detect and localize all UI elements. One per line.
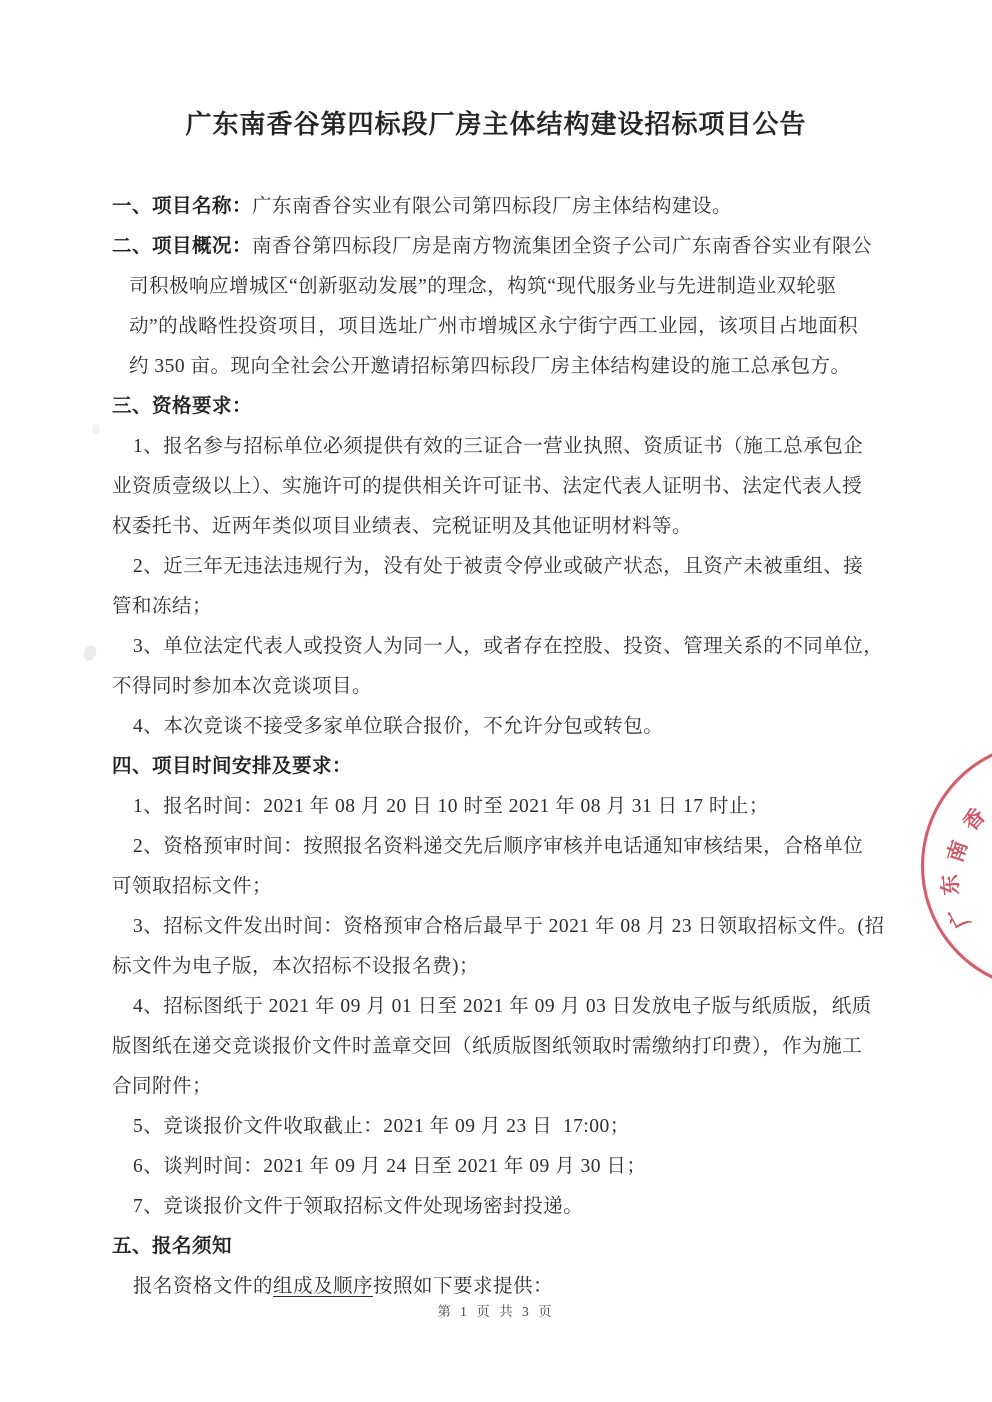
scan-smudge (82, 643, 99, 662)
bold-text-segment: 二、项目概况： (112, 236, 253, 257)
text-line (112, 987, 887, 1027)
text-segment: 4、招标图纸于 2021 年 09 月 01 日至 2021 年 09 月 03 日发放电子版与纸质版，纸质 (133, 996, 872, 1017)
text-segment: 1、报名时间：2021 年 08 月 20 日 10 时至 2021 年 08 月 31 日 17 时止； (133, 796, 769, 817)
text-line (112, 707, 887, 747)
text-line (112, 587, 887, 627)
document-title: 广东南香谷第四标段厂房主体结构建设招标项目公告 (185, 110, 807, 139)
text-segment: 按照如下要求提供： (373, 1276, 554, 1297)
text-line (112, 827, 887, 867)
text-line (112, 867, 887, 907)
text-segment: 司积极响应增城区“创新驱动发展”的理念，构筑“现代服务业与先进制造业双轮驱 (129, 276, 837, 297)
text-segment: 管和冻结； (112, 596, 213, 617)
text-segment: 权委托书、近两年类似项目业绩表、完税证明及其他证明材料等。 (112, 516, 693, 537)
seal-character: 东 (937, 873, 964, 897)
text-line (112, 507, 887, 547)
seal-character: 南 (942, 837, 973, 866)
text-line (112, 627, 887, 667)
text-segment: 3、招标文件发出时间：资格预审合格后最早于 2021 年 08 月 23 日领取招标文件。(招 (133, 916, 885, 937)
text-segment: 5、竞谈报价文件收取截止：2021 年 09 月 23 日 17:00； (133, 1116, 630, 1137)
text-line (112, 187, 887, 227)
text-segment: 3、单位法定代表人或投资人为同一人，或者存在控股、投资、管理关系的不同单位， (133, 636, 884, 657)
bold-text-segment: 四、项目时间安排及要求： (112, 756, 353, 777)
text-line (112, 427, 887, 467)
text-line (112, 667, 887, 707)
underlined-text-segment: 组成及顺序 (273, 1276, 374, 1297)
text-line (112, 387, 887, 427)
text-segment: 不得同时参加本次竞谈项目。 (112, 676, 373, 697)
text-segment: 版图纸在递交竞谈报价文件时盖章交回（纸质版图纸领取时需缴纳打印费），作为施工 (112, 1036, 863, 1057)
text-segment: 标文件为电子版，本次招标不设报名费)； (112, 956, 479, 977)
text-segment: 动”的战略性投资项目，项目选址广州市增城区永宁街宁西工业园，该项目占地面积 (129, 316, 859, 337)
text-line (112, 787, 887, 827)
text-line (112, 467, 887, 507)
text-line (112, 947, 887, 987)
text-line (112, 747, 887, 787)
text-segment: 广东南香谷实业有限公司第四标段厂房主体结构建设。 (252, 196, 733, 217)
text-line (112, 1147, 887, 1187)
text-line (112, 267, 887, 307)
bold-text-segment: 一、项目名称： (112, 196, 253, 217)
text-line (112, 347, 887, 387)
text-segment: 6、谈判时间：2021 年 09 月 24 日至 2021 年 09 月 30 日； (133, 1156, 647, 1177)
text-line (112, 307, 887, 347)
page-number: 第 1 页 共 3 页 (437, 1304, 555, 1319)
text-line (112, 1027, 887, 1067)
text-line (112, 1067, 887, 1107)
text-segment: 业资质壹级以上）、实施许可的提供相关许可证书、法定代表人证明书、法定代表人授 (112, 476, 863, 497)
seal-character: 广 (943, 902, 975, 933)
scan-smudge (92, 424, 100, 434)
bold-text-segment: 五、报名须知 (112, 1236, 233, 1257)
text-segment: 2、近三年无违法违规行为，没有处于被责令停业或破产状态，且资产未被重组、接 (133, 556, 864, 577)
text-segment: 南香谷第四标段厂房是南方物流集团全资子公司广东南香谷实业有限公 (252, 236, 873, 257)
text-line (112, 1187, 887, 1227)
company-seal-stamp-icon (921, 741, 992, 991)
text-segment: 7、竞谈报价文件于领取招标文件处现场密封投递。 (133, 1196, 584, 1217)
text-segment: 可领取招标文件； (112, 876, 273, 897)
text-segment: 1、报名参与招标单位必须提供有效的三证合一营业执照、资质证书（施工总承包企 (133, 436, 864, 457)
text-line (112, 1107, 887, 1147)
text-segment: 报名资格文件的 (133, 1276, 274, 1297)
document-body (112, 187, 887, 1307)
seal-character: 香 (958, 803, 991, 836)
bold-text-segment: 三、资格要求： (112, 396, 253, 417)
text-line (112, 1227, 887, 1267)
text-line (112, 907, 887, 947)
text-segment: 合同附件； (112, 1076, 213, 1097)
text-line (112, 547, 887, 587)
text-segment: 约 350 亩。现向全社会公开邀请招标第四标段厂房主体结构建设的施工总承包方。 (129, 356, 851, 377)
text-line (112, 227, 887, 267)
text-segment: 2、资格预审时间：按照报名资料递交先后顺序审核并电话通知审核结果，合格单位 (133, 836, 864, 857)
text-segment: 4、本次竞谈不接受多家单位联合报价，不允许分包或转包。 (133, 716, 664, 737)
